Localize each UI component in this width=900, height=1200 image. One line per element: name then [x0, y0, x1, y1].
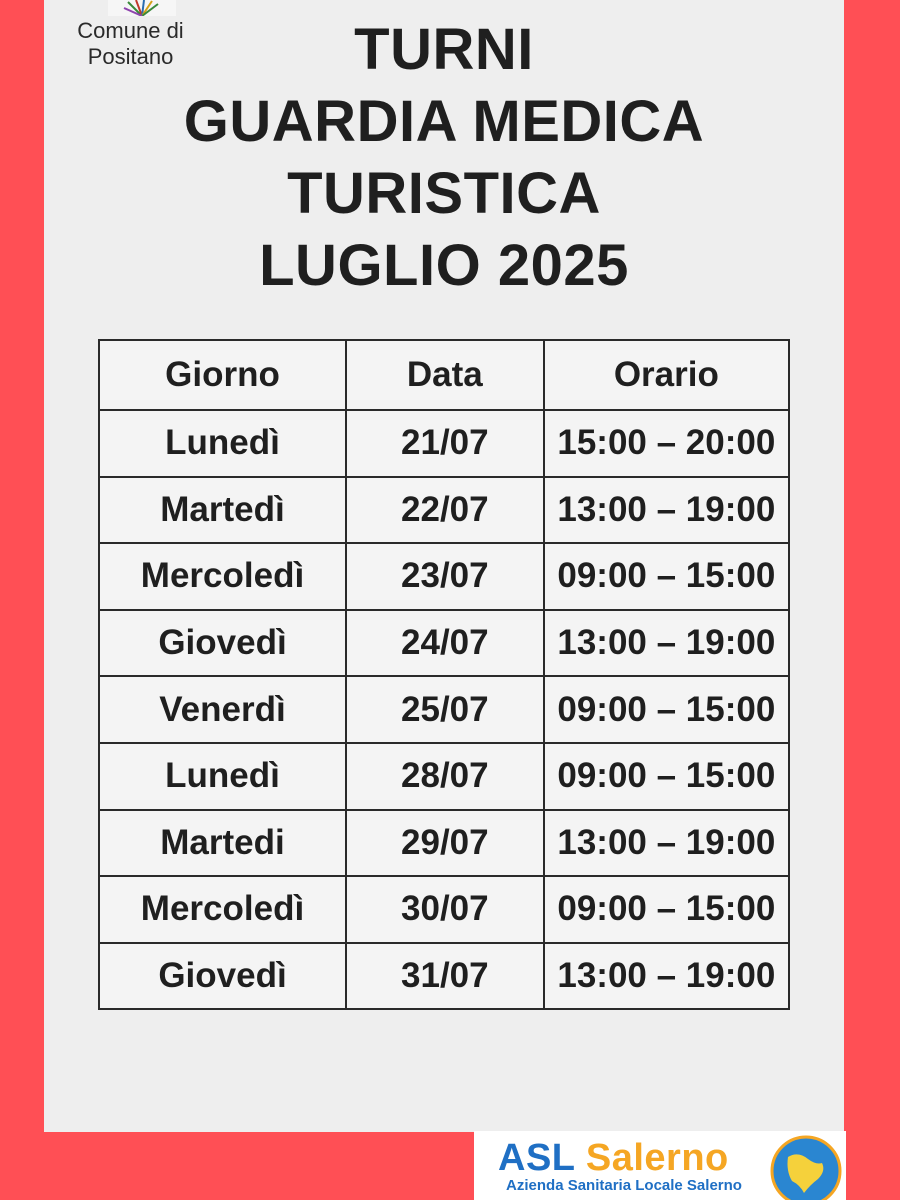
table-row [99, 610, 789, 677]
column-header-data: Data [346, 340, 544, 410]
table-row [99, 477, 789, 544]
cell-hours: 09:00 – 15:00 [544, 743, 789, 810]
table-row [99, 743, 789, 810]
comune-line-1: Comune di [77, 18, 184, 43]
asl-subtitle: Azienda Sanitaria Locale Salerno [506, 1177, 742, 1194]
cell-day: Giovedì [99, 610, 346, 677]
cell-day: Lunedì [99, 743, 346, 810]
cell-hours: 13:00 – 19:00 [544, 610, 789, 677]
title-line-4: LUGLIO 2025 [259, 233, 629, 298]
table-row [99, 876, 789, 943]
cell-date: 30/07 [346, 876, 544, 943]
cell-date: 29/07 [346, 810, 544, 877]
cell-date: 28/07 [346, 743, 544, 810]
asl-word-salerno: Salerno [585, 1137, 729, 1179]
page-title [44, 14, 844, 302]
cell-day: Martedi [99, 810, 346, 877]
cell-date: 21/07 [346, 410, 544, 477]
table-header-row [99, 340, 789, 410]
cell-day: Lunedì [99, 410, 346, 477]
cell-day: Venerdì [99, 676, 346, 743]
cell-hours: 15:00 – 20:00 [544, 410, 789, 477]
title-line-1: TURNI [354, 17, 534, 82]
asl-salerno-logo [474, 1131, 846, 1200]
comune-line-2: Positano [87, 44, 174, 69]
table-row [99, 676, 789, 743]
title-line-2: GUARDIA MEDICA [183, 89, 705, 154]
cell-day: Giovedì [99, 943, 346, 1010]
cell-date: 25/07 [346, 676, 544, 743]
cell-date: 22/07 [346, 477, 544, 544]
cell-date: 24/07 [346, 610, 544, 677]
column-header-orario: Orario [544, 340, 789, 410]
asl-wordmark [498, 1137, 729, 1179]
cell-day: Martedì [99, 477, 346, 544]
cell-hours: 09:00 – 15:00 [544, 543, 789, 610]
cell-hours: 13:00 – 19:00 [544, 477, 789, 544]
table-row [99, 943, 789, 1010]
column-header-giorno: Giorno [99, 340, 346, 410]
cell-day: Mercoledì [99, 543, 346, 610]
table-row [99, 410, 789, 477]
cell-hours: 13:00 – 19:00 [544, 810, 789, 877]
cell-hours: 09:00 – 15:00 [544, 876, 789, 943]
region-map-globe-icon [770, 1135, 842, 1200]
cell-date: 31/07 [346, 943, 544, 1010]
cell-day: Mercoledì [99, 876, 346, 943]
cell-date: 23/07 [346, 543, 544, 610]
shift-table [98, 339, 790, 1010]
title-line-3: TURISTICA [287, 161, 601, 226]
asl-word-asl: ASL [498, 1137, 575, 1179]
cell-hours: 09:00 – 15:00 [544, 676, 789, 743]
table-row [99, 810, 789, 877]
table-row [99, 543, 789, 610]
cell-hours: 13:00 – 19:00 [544, 943, 789, 1010]
